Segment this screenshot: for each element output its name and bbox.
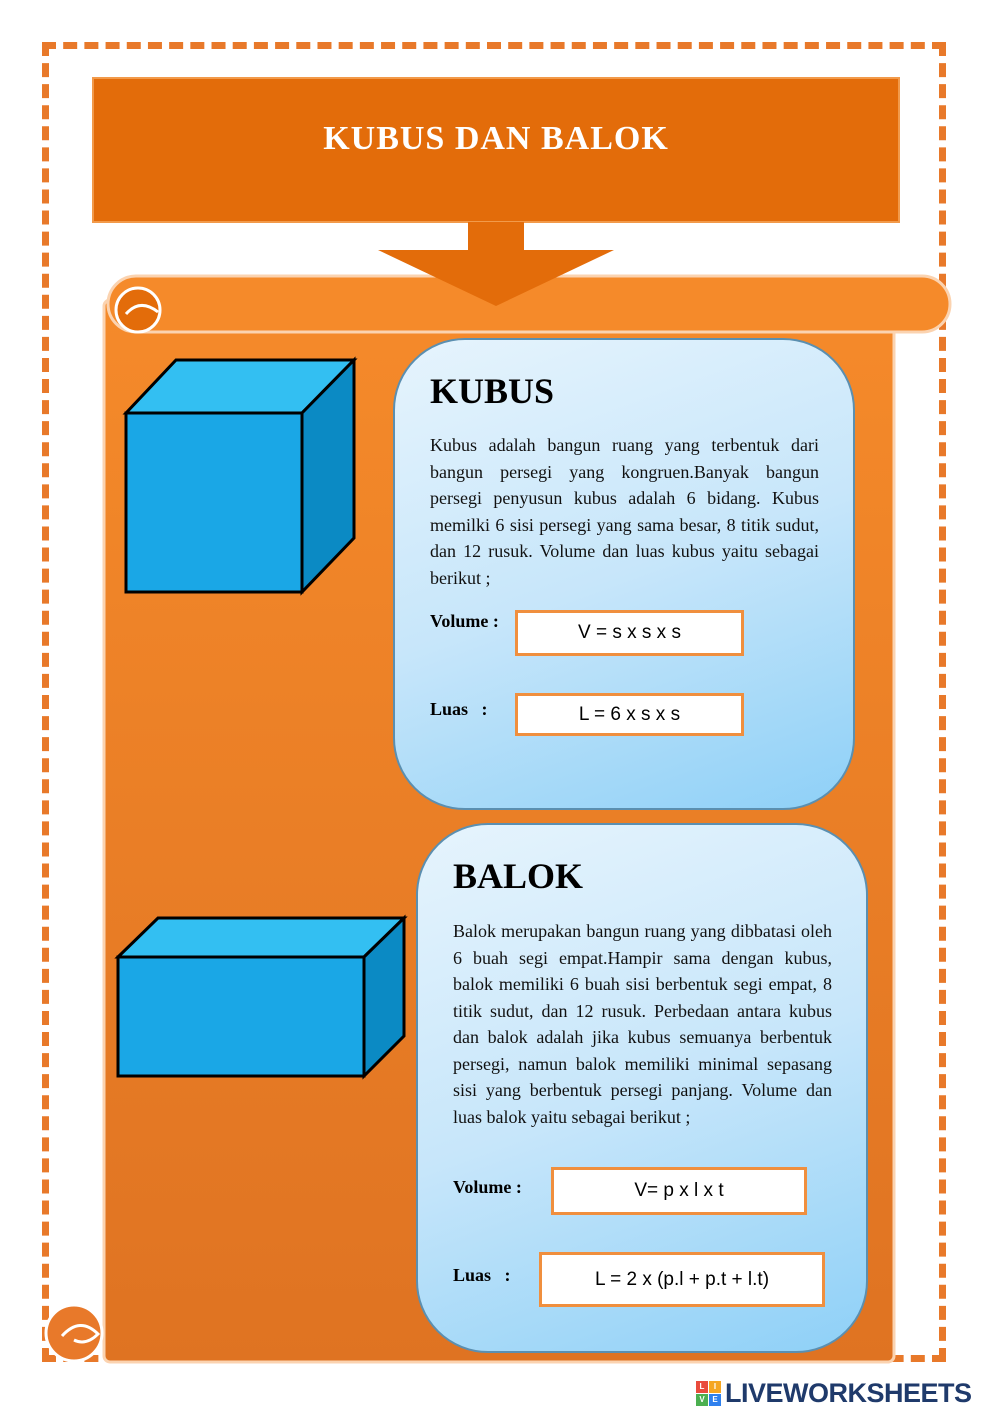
logo-letter: E bbox=[709, 1394, 721, 1406]
balok-luas-formula: L = 2 x (p.l + p.t + l.t) bbox=[539, 1252, 825, 1307]
down-arrow bbox=[374, 222, 618, 308]
balok-description: Balok merupakan bangun ruang yang dibbatasi oleh 6 buah segi empat.Hampir sama dengan kubus, balok memiliki 6 buah sisi berbentuk segi empat, 8 titik sudut, dan 12 rusuk. Perbedaan antara kubus dan balok adalah jika kubus semuanya berbentuk persegi, namun balok memiliki minimal sepasang sisi yang berbentuk persegi panjang. Volume dan luas balok yaitu sebagai berikut ; bbox=[453, 921, 832, 1127]
balok-luas-label: Luas : bbox=[453, 1265, 511, 1285]
cube-shape bbox=[118, 352, 368, 602]
scroll-bottom-curl bbox=[46, 1305, 102, 1361]
balok-card bbox=[416, 823, 868, 1353]
cuboid-front-face bbox=[118, 957, 364, 1076]
kubus-volume-label: Volume : bbox=[430, 611, 499, 631]
logo-letter: L bbox=[696, 1381, 708, 1393]
kubus-luas-formula: L = 6 x s x s bbox=[515, 693, 744, 736]
logo-letter: I bbox=[709, 1381, 721, 1393]
watermark-text: LIVEWORKSHEETS bbox=[725, 1377, 972, 1408]
logo-letter: V bbox=[696, 1394, 708, 1406]
balok-volume-formula: V= p x l x t bbox=[551, 1167, 807, 1215]
liveworksheets-watermark bbox=[696, 1377, 972, 1409]
kubus-luas-label: Luas : bbox=[430, 699, 488, 719]
cube-front-face bbox=[126, 413, 302, 592]
balok-heading: BALOK bbox=[453, 856, 584, 896]
cuboid-shape bbox=[112, 912, 412, 1084]
kubus-heading: KUBUS bbox=[430, 371, 555, 411]
cuboid-top-face bbox=[118, 918, 404, 957]
kubus-card bbox=[393, 338, 855, 810]
kubus-description: Kubus adalah bangun ruang yang terbentuk dari bangun persegi yang kongruen.Banyak bangun persegi penyusun kubus adalah 6 bidang. Kubus memilki 6 sisi persegi yang sama besar, 8 titik sudut, dan 12 rusuk. Volume dan luas kubus yaitu sebagai berikut ; bbox=[430, 435, 819, 588]
page-title: KUBUS DAN BALOK bbox=[323, 120, 669, 157]
balok-volume-label: Volume : bbox=[453, 1177, 522, 1197]
liveworksheets-logo-icon bbox=[696, 1381, 721, 1406]
kubus-volume-formula: V = s x s x s bbox=[515, 610, 744, 656]
